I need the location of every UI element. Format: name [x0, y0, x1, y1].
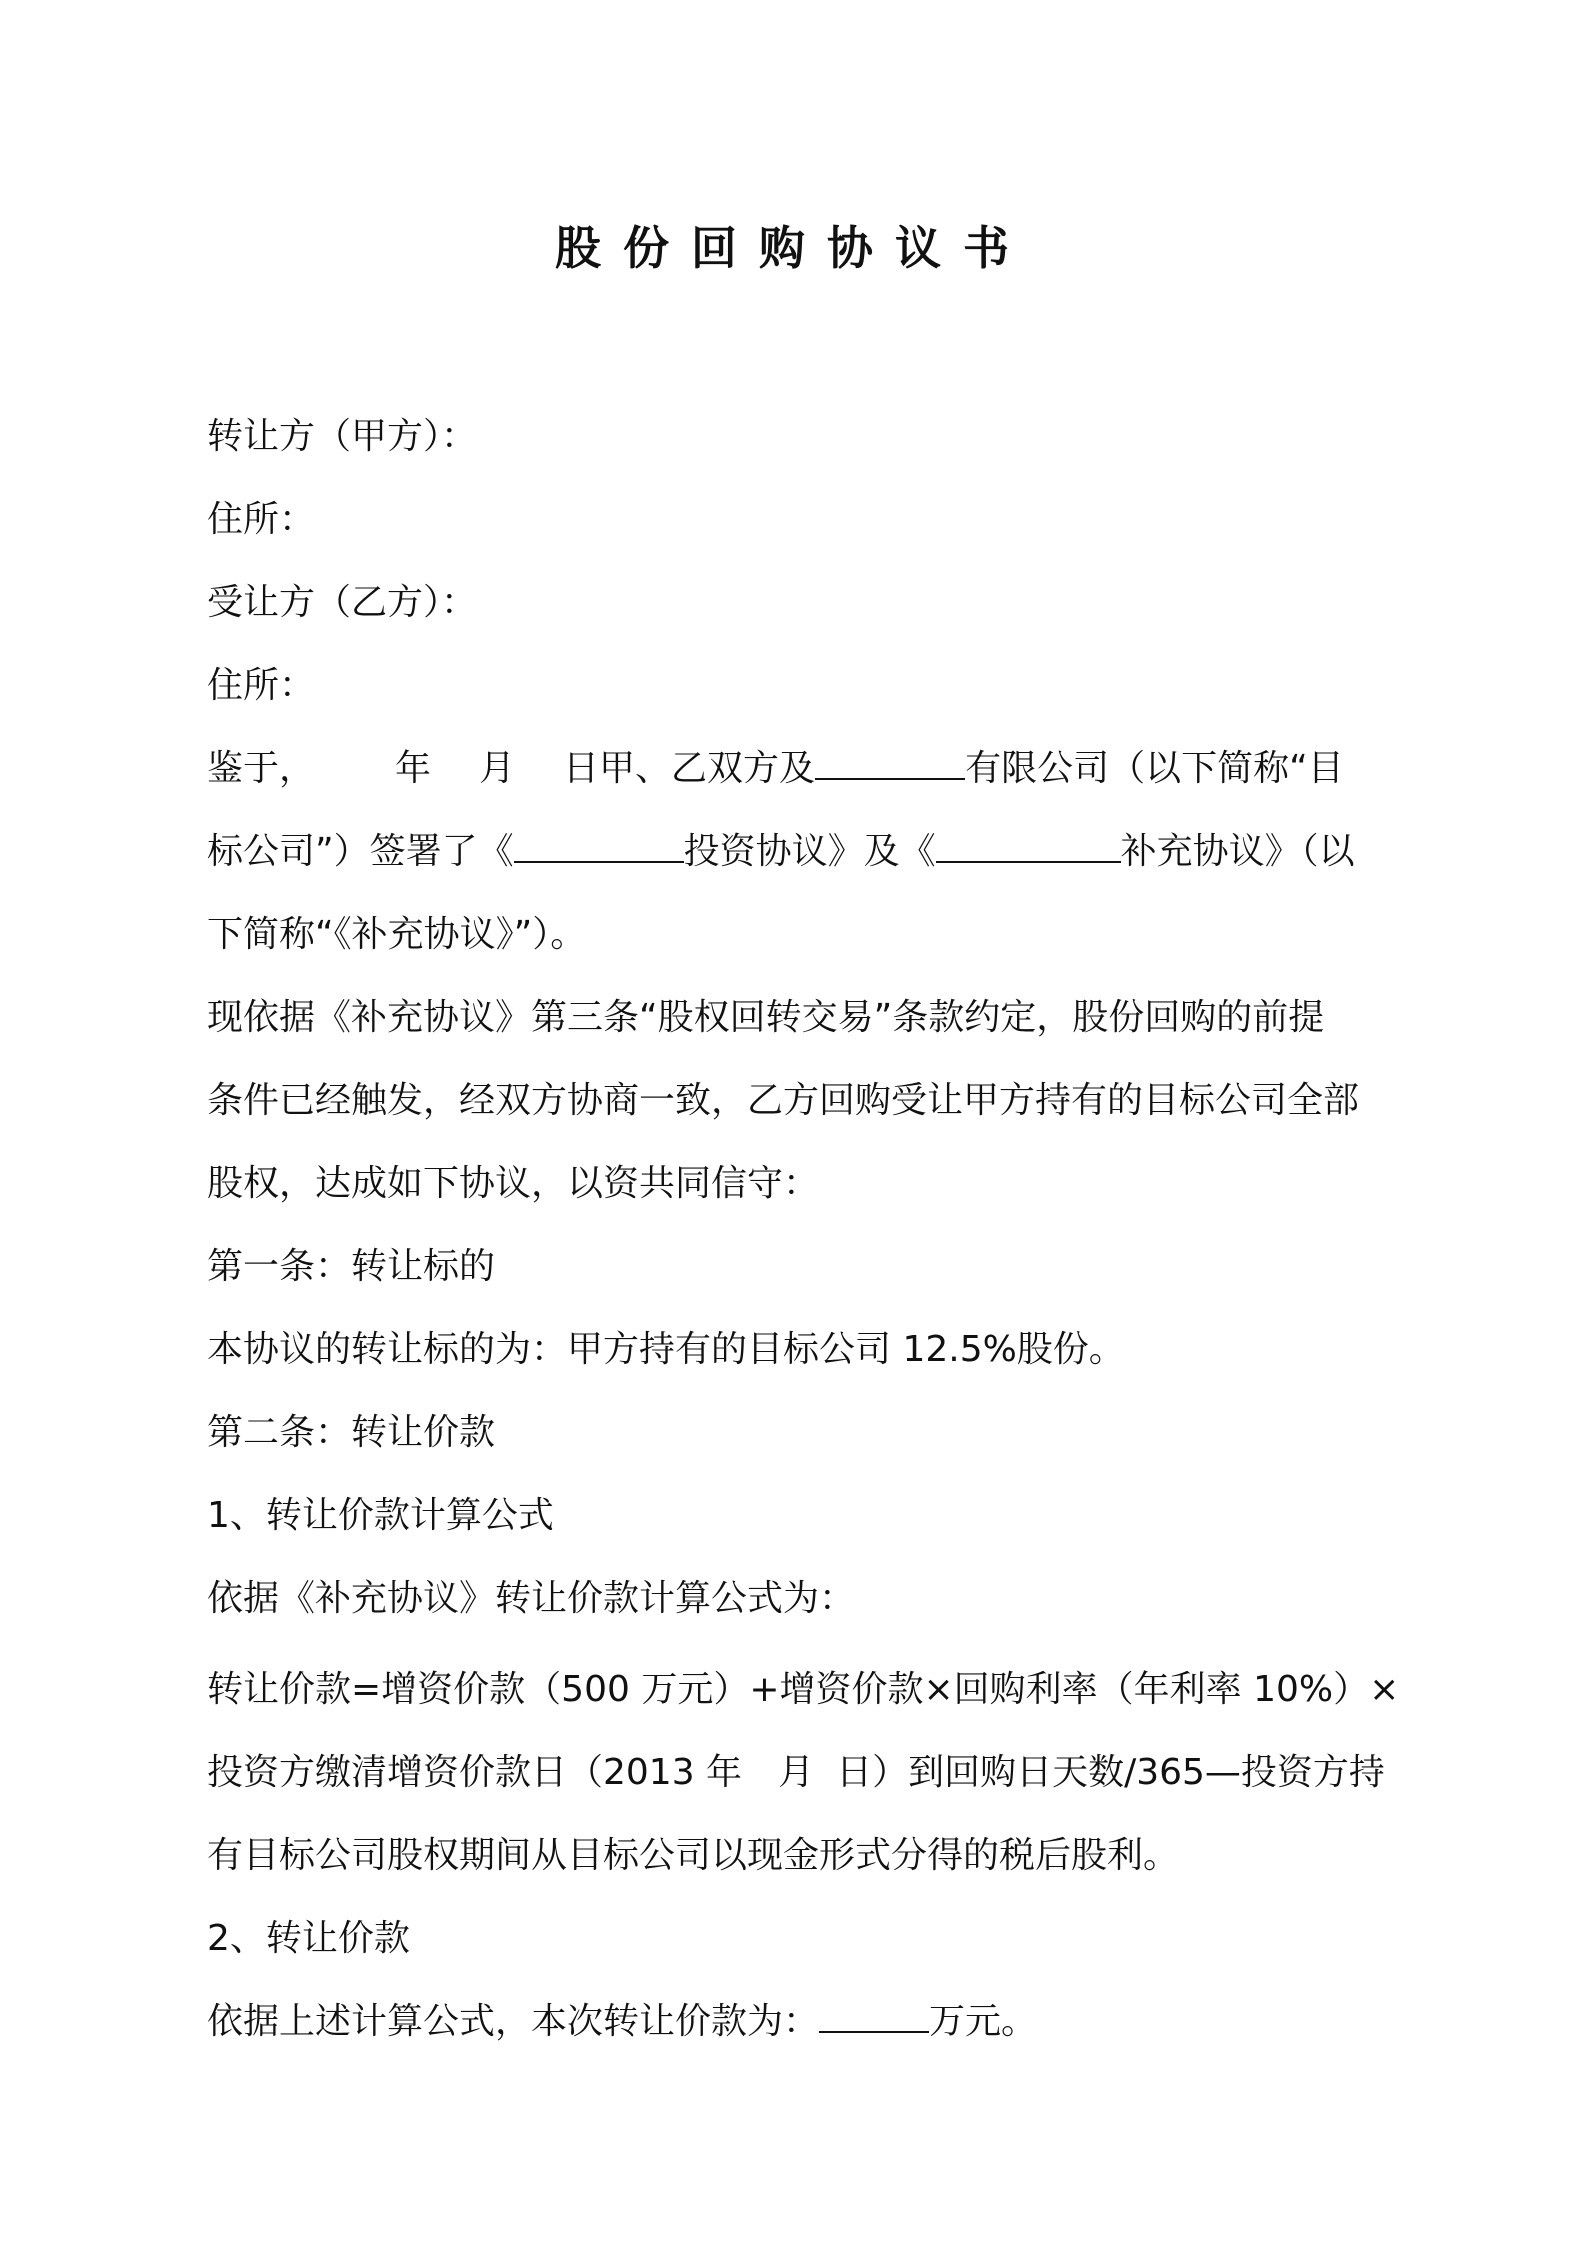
basis-line-1: 现依据《补充协议》第三条“股权回转交易”条款约定，股份回购的前提 — [207, 997, 1325, 1038]
formula-month: 月 — [778, 1752, 815, 1793]
document-title: 股份回购协议书 — [555, 221, 1031, 275]
basis-line-2: 条件已经触发，经双方协商一致，乙方回购受让甲方持有的目标公司全部 — [207, 1080, 1360, 1121]
formula-text: 日）到回购日天数/365—投资方持 — [836, 1752, 1385, 1793]
transferee-address-label: 住所： — [207, 665, 316, 706]
recital-line-3: 下简称“《补充协议》”）。 — [207, 914, 587, 955]
year-label: 年 — [395, 748, 432, 789]
recital-text: 有限公司（以下简称“目 — [965, 748, 1344, 789]
formula-line-1: 转让价款=增资价款（500 万元）+增资价款×回购利率（年利率 10%）× — [207, 1669, 1400, 1710]
company-name-blank — [815, 772, 965, 780]
recital-line-2 — [207, 827, 1355, 877]
recital-text: 日甲、乙双方及 — [563, 748, 816, 789]
formula-line-2 — [207, 1748, 1385, 1798]
transferee-label: 受让方（乙方）： — [207, 582, 478, 623]
formula-text: 投资方缴清增资价款日（2013 年 — [207, 1752, 743, 1793]
article-1-heading: 第一条：转让标的 — [207, 1246, 496, 1287]
section-1-heading: 1、转让价款计算公式 — [207, 1495, 554, 1536]
price-unit: 万元。 — [929, 2001, 1038, 2042]
recital-line-1 — [207, 744, 1344, 794]
article-2-heading: 第二条：转让价款 — [207, 1412, 496, 1453]
price-amount-blank — [819, 2025, 929, 2033]
section-2-heading: 2、转让价款 — [207, 1918, 410, 1959]
formula-line-3: 有目标公司股权期间从目标公司以现金形式分得的税后股利。 — [207, 1835, 1180, 1876]
price-text: 依据上述计算公式，本次转让价款为： — [207, 2001, 820, 2042]
transferor-address-label: 住所： — [207, 499, 316, 540]
recital-text: 标公司”）签署了《 — [207, 831, 514, 872]
article-1-text: 本协议的转让标的为：甲方持有的目标公司 12.5%股份。 — [207, 1329, 1125, 1370]
recital-text: 投资协议》及《 — [683, 831, 936, 872]
month-label: 月 — [479, 748, 516, 789]
basis-line-3: 股权，达成如下协议，以资共同信守： — [207, 1163, 820, 1204]
recital-text: 鉴于， — [207, 748, 316, 789]
section-1-intro: 依据《补充协议》转让价款计算公式为： — [207, 1578, 856, 1619]
price-line — [207, 1997, 1037, 2047]
recital-text: 补充协议》（以 — [1120, 831, 1355, 872]
investment-agreement-blank — [514, 855, 684, 863]
transferor-label: 转让方（甲方）： — [207, 416, 478, 457]
supplementary-agreement-blank — [936, 855, 1121, 863]
